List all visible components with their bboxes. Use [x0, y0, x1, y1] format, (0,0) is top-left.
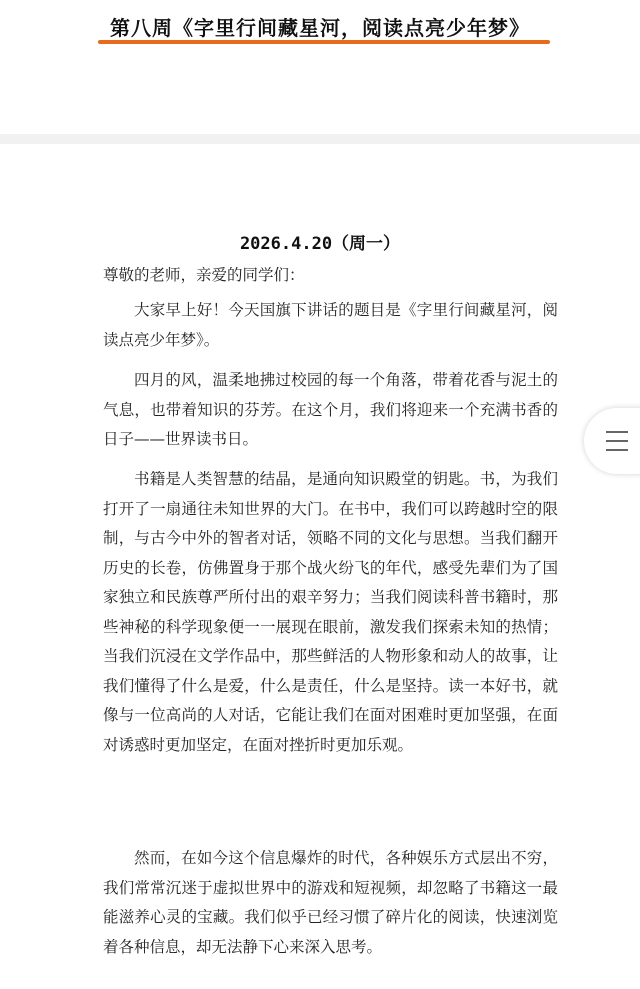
- paragraph: 大家早上好！今天国旗下讲话的题目是《字里行间藏星河，阅读点亮少年梦》。: [103, 301, 558, 349]
- floating-menu-button[interactable]: [584, 408, 640, 474]
- paragraph: 四月的风，温柔地拂过校园的每一个角落，带着花香与泥土的气息，也带着知识的芬芳。在这个月，我们将迎来一个充满书香的日子——世界读书日。: [103, 371, 558, 448]
- paragraph: 书籍是人类智慧的结晶，是通向知识殿堂的钥匙。书，为我们打开了一扇通往未知世界的大门。在书中，我们可以跨越时空的限制，与古今中外的智者对话，领略不同的文化与思想。当我们翻开历史的长卷，仿佛置身于那个战火纷飞的年代，感受先辈们为了国家独立和民族尊严所付出的艰辛努力；当我们阅读科普书籍时，那些神秘的科学现象便一一展现在眼前，激发我们探索未知的热情；当我们沉浸在文学作品中，那些鲜活的人物形象和动人的故事，让我们懂得了什么是爱，什么是责任，什么是坚持。读一本好书，就像与一位高尚的人对话，它能让我们在面对困难时更加坚强，在面对诱惑时更加坚定，在面对挫折时更加乐观。: [103, 470, 558, 754]
- header-area: [0, 0, 640, 134]
- title-underline: [98, 40, 550, 44]
- speech-greeting: 尊敬的老师，亲爱的同学们：: [103, 266, 305, 284]
- speech-date: 2026.4.20（周一）: [239, 234, 401, 254]
- paragraph: 然而，在如今这个信息爆炸的时代，各种娱乐方式层出不穷，我们常常沉迷于虚拟世界中的游戏和短视频，却忽略了书籍这一最能滋养心灵的宝藏。我们似乎已经习惯了碎片化的阅读，快速浏览着各种信息，却无法静下心来深入思考。: [103, 849, 558, 956]
- section-divider: [0, 134, 640, 144]
- page-title: 第八周《字里行间藏星河，阅读点亮少年梦》: [110, 16, 530, 40]
